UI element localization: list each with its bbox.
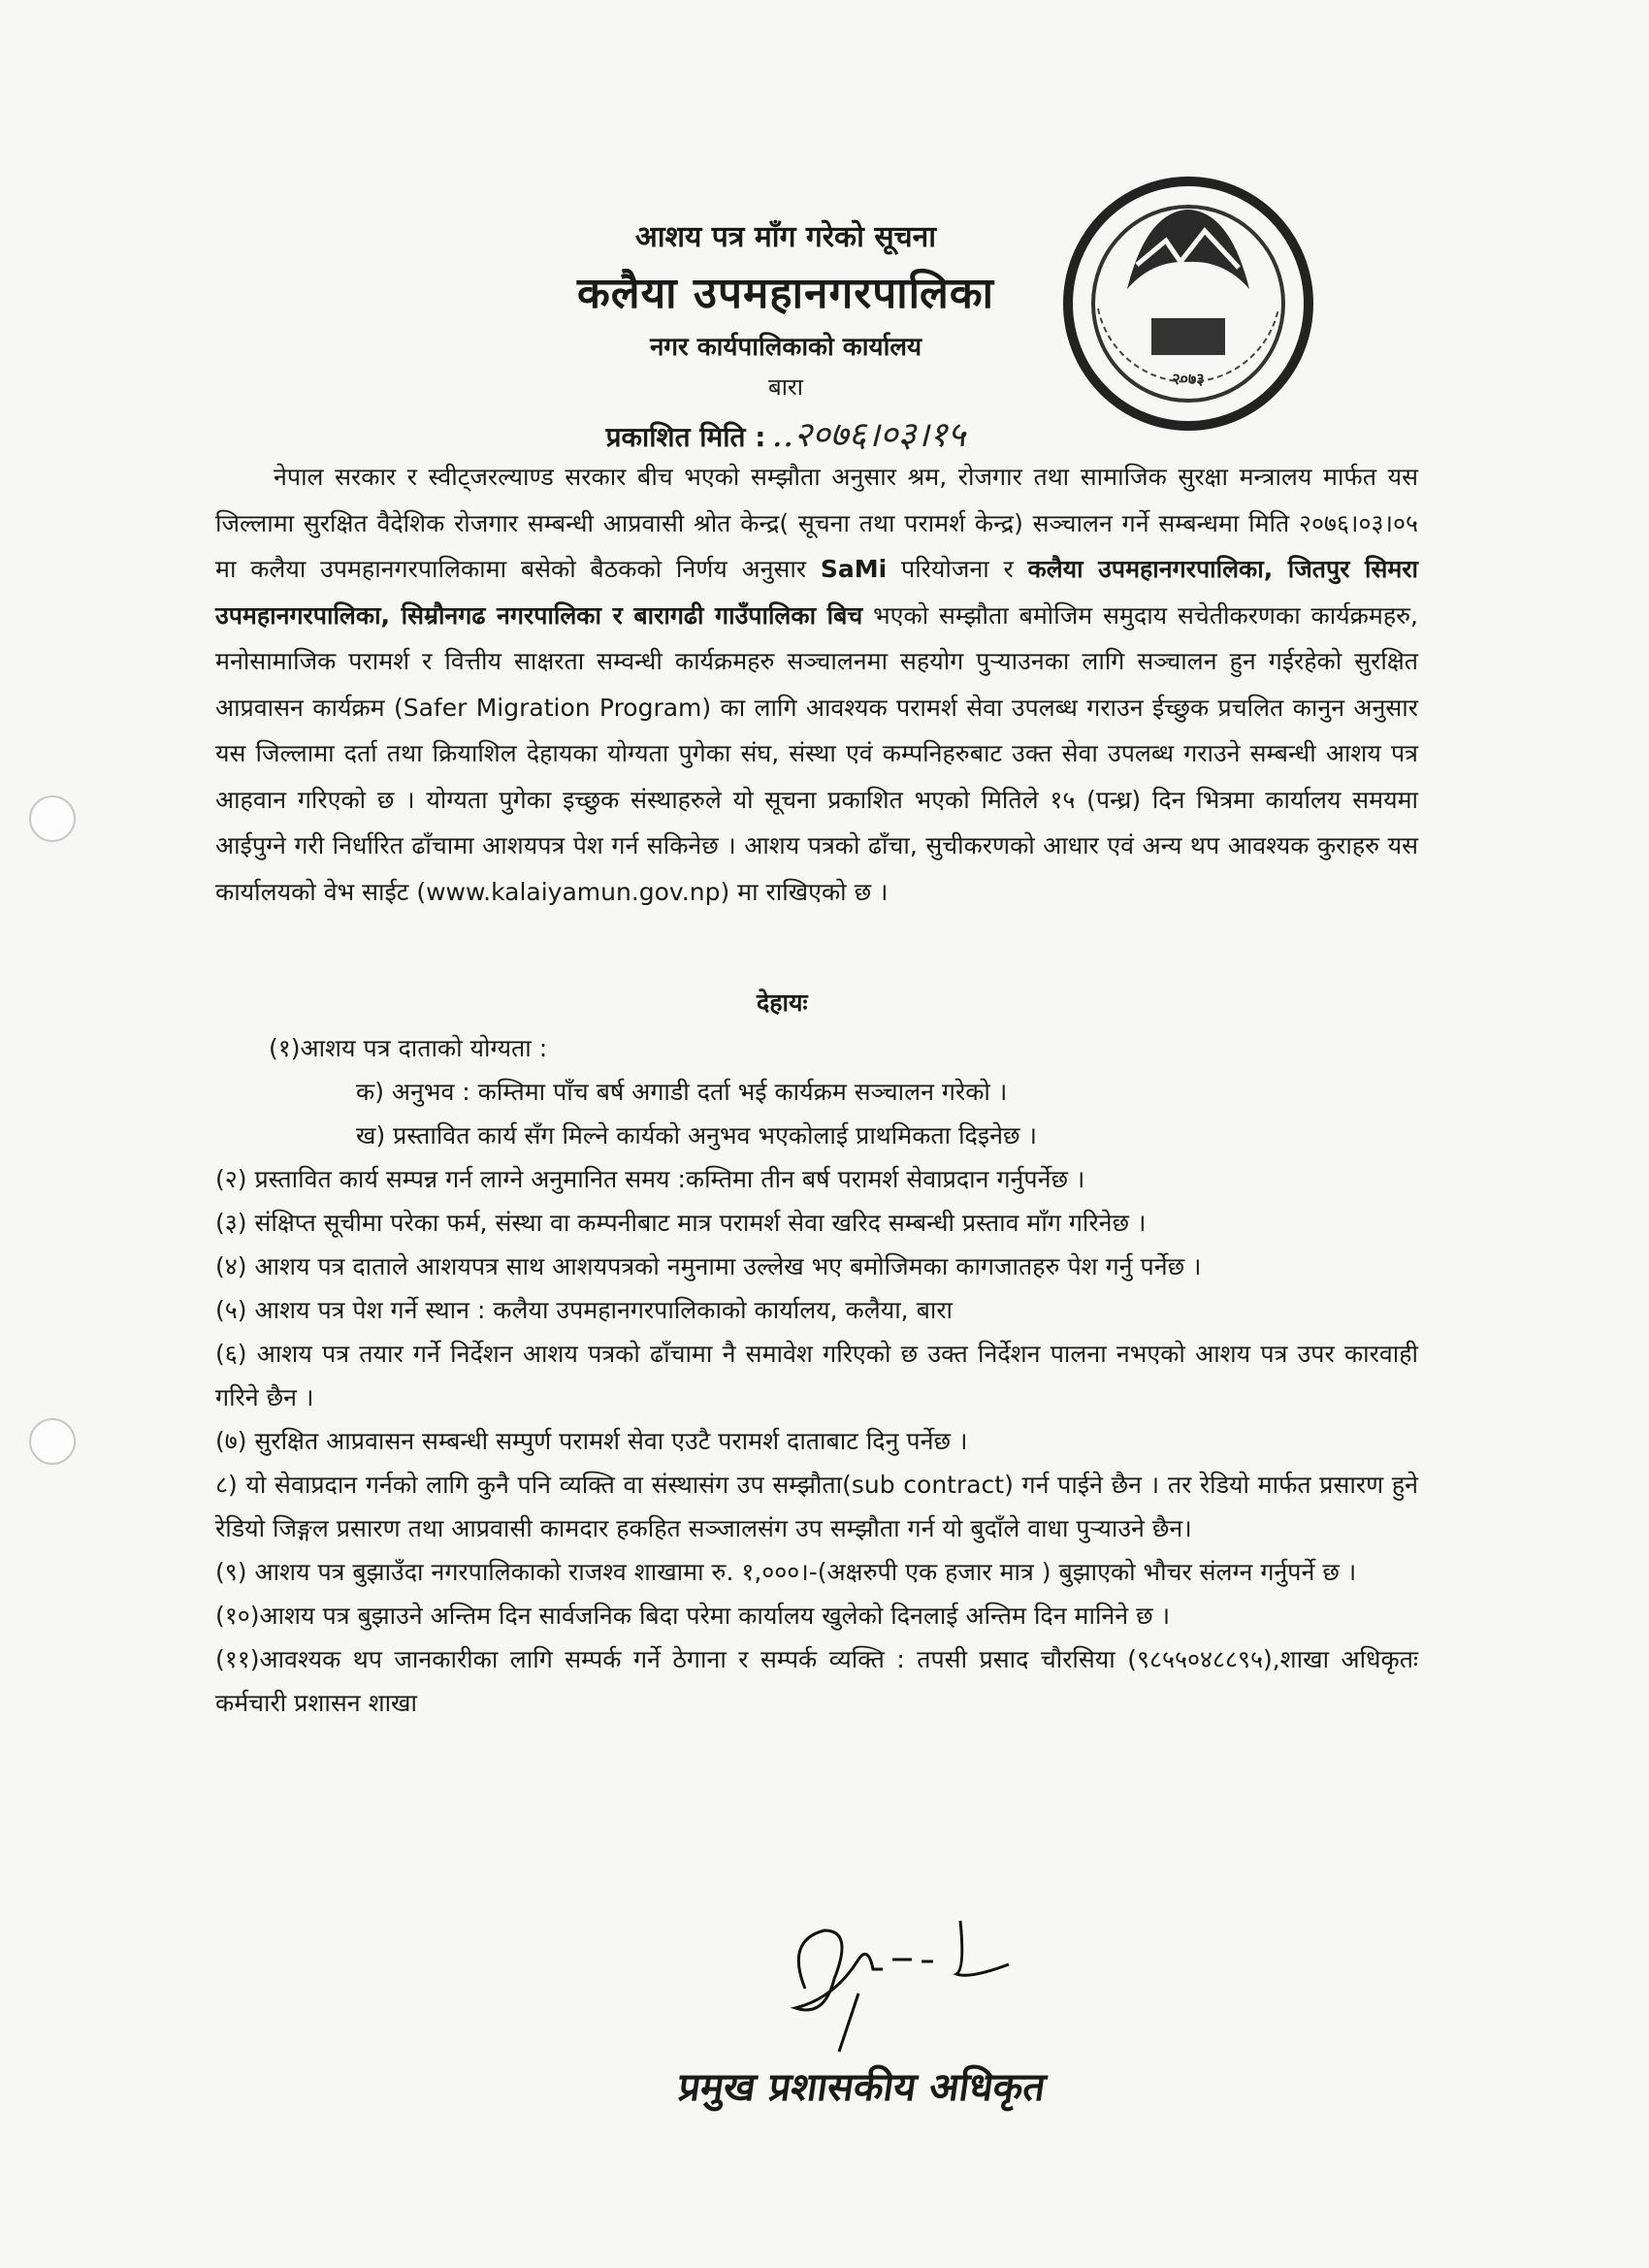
chief-administrative-officer-title: प्रमुख प्रशासकीय अधिकृत	[675, 2064, 1049, 2110]
paragraph-text-end: भएको सम्झौता बमोजिम समुदाय सचेतीकरणका कार्यक्रमहरु, मनोसामाजिक परामर्श र वित्तीय साक्षरता सम्वन्धी कार्यक्रमहरु सञ्चालनमा सहयोग पुर्‍याउनका लागि सञ्चालन हुन गईरहेको सुरक्षित आप्रवासन कार्यक्रम (Safer Migration Program) का लागि आवश्यक परामर्श सेवा उपलब्ध गराउन ईच्छुक प्रचलित कानुन अनुसार यस जिल्लामा दर्ता तथा क्रियाशिल देहायका योग्यता पुगेका संघ, संस्था एवं कम्पनिहरुबाट उक्त सेवा उपलब्ध गराउने सम्बन्धी आशय पत्र आहवान गरिएको छ । योग्यता पुगेका इच्छुक संस्थाहरुले यो सूचना प्रकाशित भएको मितिले १५ (पन्ध्र) दिन भित्रमा कार्यालय समयमा आईपुग्ने गरी निर्धारित ढाँचामा आशयपत्र पेश गर्न सकिनेछ । आशय पत्रको ढाँचा, सुचीकरणको आधार एवं अन्य थप आवश्यक कुराहरु यस कार्यालयको वेभ साईट (www.kalaiyamun.gov.np) मा राखिएको छ ।	[215, 600, 1418, 906]
sami-project: SaMi	[820, 555, 888, 583]
date-value: ..२०७६।०३।१५	[771, 415, 966, 455]
main-paragraph	[215, 454, 1418, 915]
list-item: क) अनुभव : कम्तिमा पाँच बर्ष अगाडी दर्ता भई कार्यक्रम सञ्चालन गरेको ।	[356, 1078, 1008, 1106]
notice-title: आशय पत्र माँग गरेको सूचना	[634, 220, 937, 254]
list-item: (९) आशय पत्र बुझाउँदा नगरपालिकाको राजश्व शाखामा रु. १,०००।-(अक्षरुपी एक हजार मात्र ) बुझाएको भौचर संलग्न गर्नुपर्ने छ ।	[215, 1558, 1357, 1586]
paragraph-text-start: नेपाल सरकार र स्वीट्जरल्याण्ड सरकार बीच भएको सम्झौता अनुसार श्रम, रोजगार तथा सामाजिक सुरक्षा मन्त्रालय मार्फत यस जिल्लामा सुरक्षित वैदेशिक रोजगार सम्बन्धी आप्रवासी श्रोत केन्द्र( सूचना तथा परामर्श केन्द्र) सञ्चालन गर्ने सम्बन्धमा मिति २०७६।०३।०५ मा कलैया उपमहानगरपालिकामा बसेको बैठकको निर्णय अनुसार	[215, 463, 1418, 583]
punch-hole-bottom	[29, 1418, 76, 1465]
svg-text:२०७३: २०७३	[1172, 370, 1205, 388]
list-item: (५) आशय पत्र पेश गर्ने स्थान : कलैया उपमहानगरपालिकाको कार्यालय, कलैया, बारा	[215, 1296, 954, 1324]
list-item: (२) प्रस्तावित कार्य सम्पन्न गर्न लाग्ने अनुमानित समय :कम्तिमा तीन बर्ष परामर्श सेवाप्रदान गर्नुपर्नेछ ।	[215, 1165, 1085, 1193]
conditions-list	[215, 1026, 1418, 1725]
handwritten-signature	[766, 1901, 1077, 2057]
organization-name: कलैया उपमहानगरपालिका	[576, 269, 995, 318]
list-item: (६) आशय पत्र तयार गर्ने निर्देशन आशय पत्रको ढाँचामा नै समावेश गरिएको छ उक्त निर्देशन पालना नभएको आशय पत्र उपर कारवाही गरिने छैन ।	[215, 1340, 1418, 1411]
district-name: बारा	[768, 373, 803, 401]
date-label: प्रकाशित मिति :	[605, 421, 766, 453]
list-item: (३) संक्षिप्त सूचीमा परेका फर्म, संस्था वा कम्पनीबाट मात्र परामर्श सेवा खरिद सम्बन्धी प्रस्ताव माँग गरिनेछ ।	[215, 1209, 1147, 1237]
official-seal-icon	[1059, 173, 1317, 435]
office-name: नगर कार्यपालिकाको कार्यालय	[649, 333, 922, 362]
list-item: (१)आशय पत्र दाताको योग्यता :	[269, 1034, 548, 1062]
paragraph-text-mid: परियोजना र	[901, 555, 1014, 583]
dehaya-heading: देहायः	[757, 988, 808, 1017]
list-item: (१०)आशय पत्र बुझाउने अन्तिम दिन सार्वजनिक बिदा परेमा कार्यालय खुलेको दिनलाई अन्तिम दिन मानिने छ ।	[215, 1602, 1171, 1630]
partner-organizations: कलैया उपमहानगरपालिका, जितपुर सिमरा उपमहानगरपालिका, सिम्रौनगढ नगरपालिका र बारागढी गाउँपालिका बिच	[215, 555, 1418, 630]
list-item: (७) सुरक्षित आप्रवासन सम्बन्धी सम्पुर्ण परामर्श सेवा एउटै परामर्श दाताबाट दिनु पर्नेछ ।	[215, 1427, 968, 1455]
list-item: ८) यो सेवाप्रदान गर्नको लागि कुनै पनि व्यक्ति वा संस्थासंग उप सम्झौता(sub contract) गर्न पाईने छैन । तर रेडियो मार्फत प्रसारण हुने रेडियो जिङ्गल प्रसारण तथा आप्रवासी कामदार हकहित सञ्जालसंग उप सम्झौता गर्न यो बुदाँले वाधा पुर्‍याउने छैन।	[215, 1471, 1418, 1542]
list-item: (११)आवश्यक थप जानकारीका लागि सम्पर्क गर्ने ठेगाना र सम्पर्क व्यक्ति : तपसी प्रसाद चौरसिया (९८५५०४८८९५),शाखा अधिकृतः कर्मचारी प्रशासन शाखा	[215, 1645, 1418, 1717]
punch-hole-top	[29, 795, 76, 842]
list-item: (४) आशय पत्र दाताले आशयपत्र साथ आशयपत्रको नमुनामा उल्लेख भए बमोजिमका कागजातहरु पेश गर्नु पर्नेछ ।	[215, 1252, 1202, 1280]
list-item: ख) प्रस्तावित कार्य सँग मिल्ने कार्यको अनुभव भएकोलाई प्राथमिकता दिइनेछ ।	[356, 1121, 1037, 1150]
